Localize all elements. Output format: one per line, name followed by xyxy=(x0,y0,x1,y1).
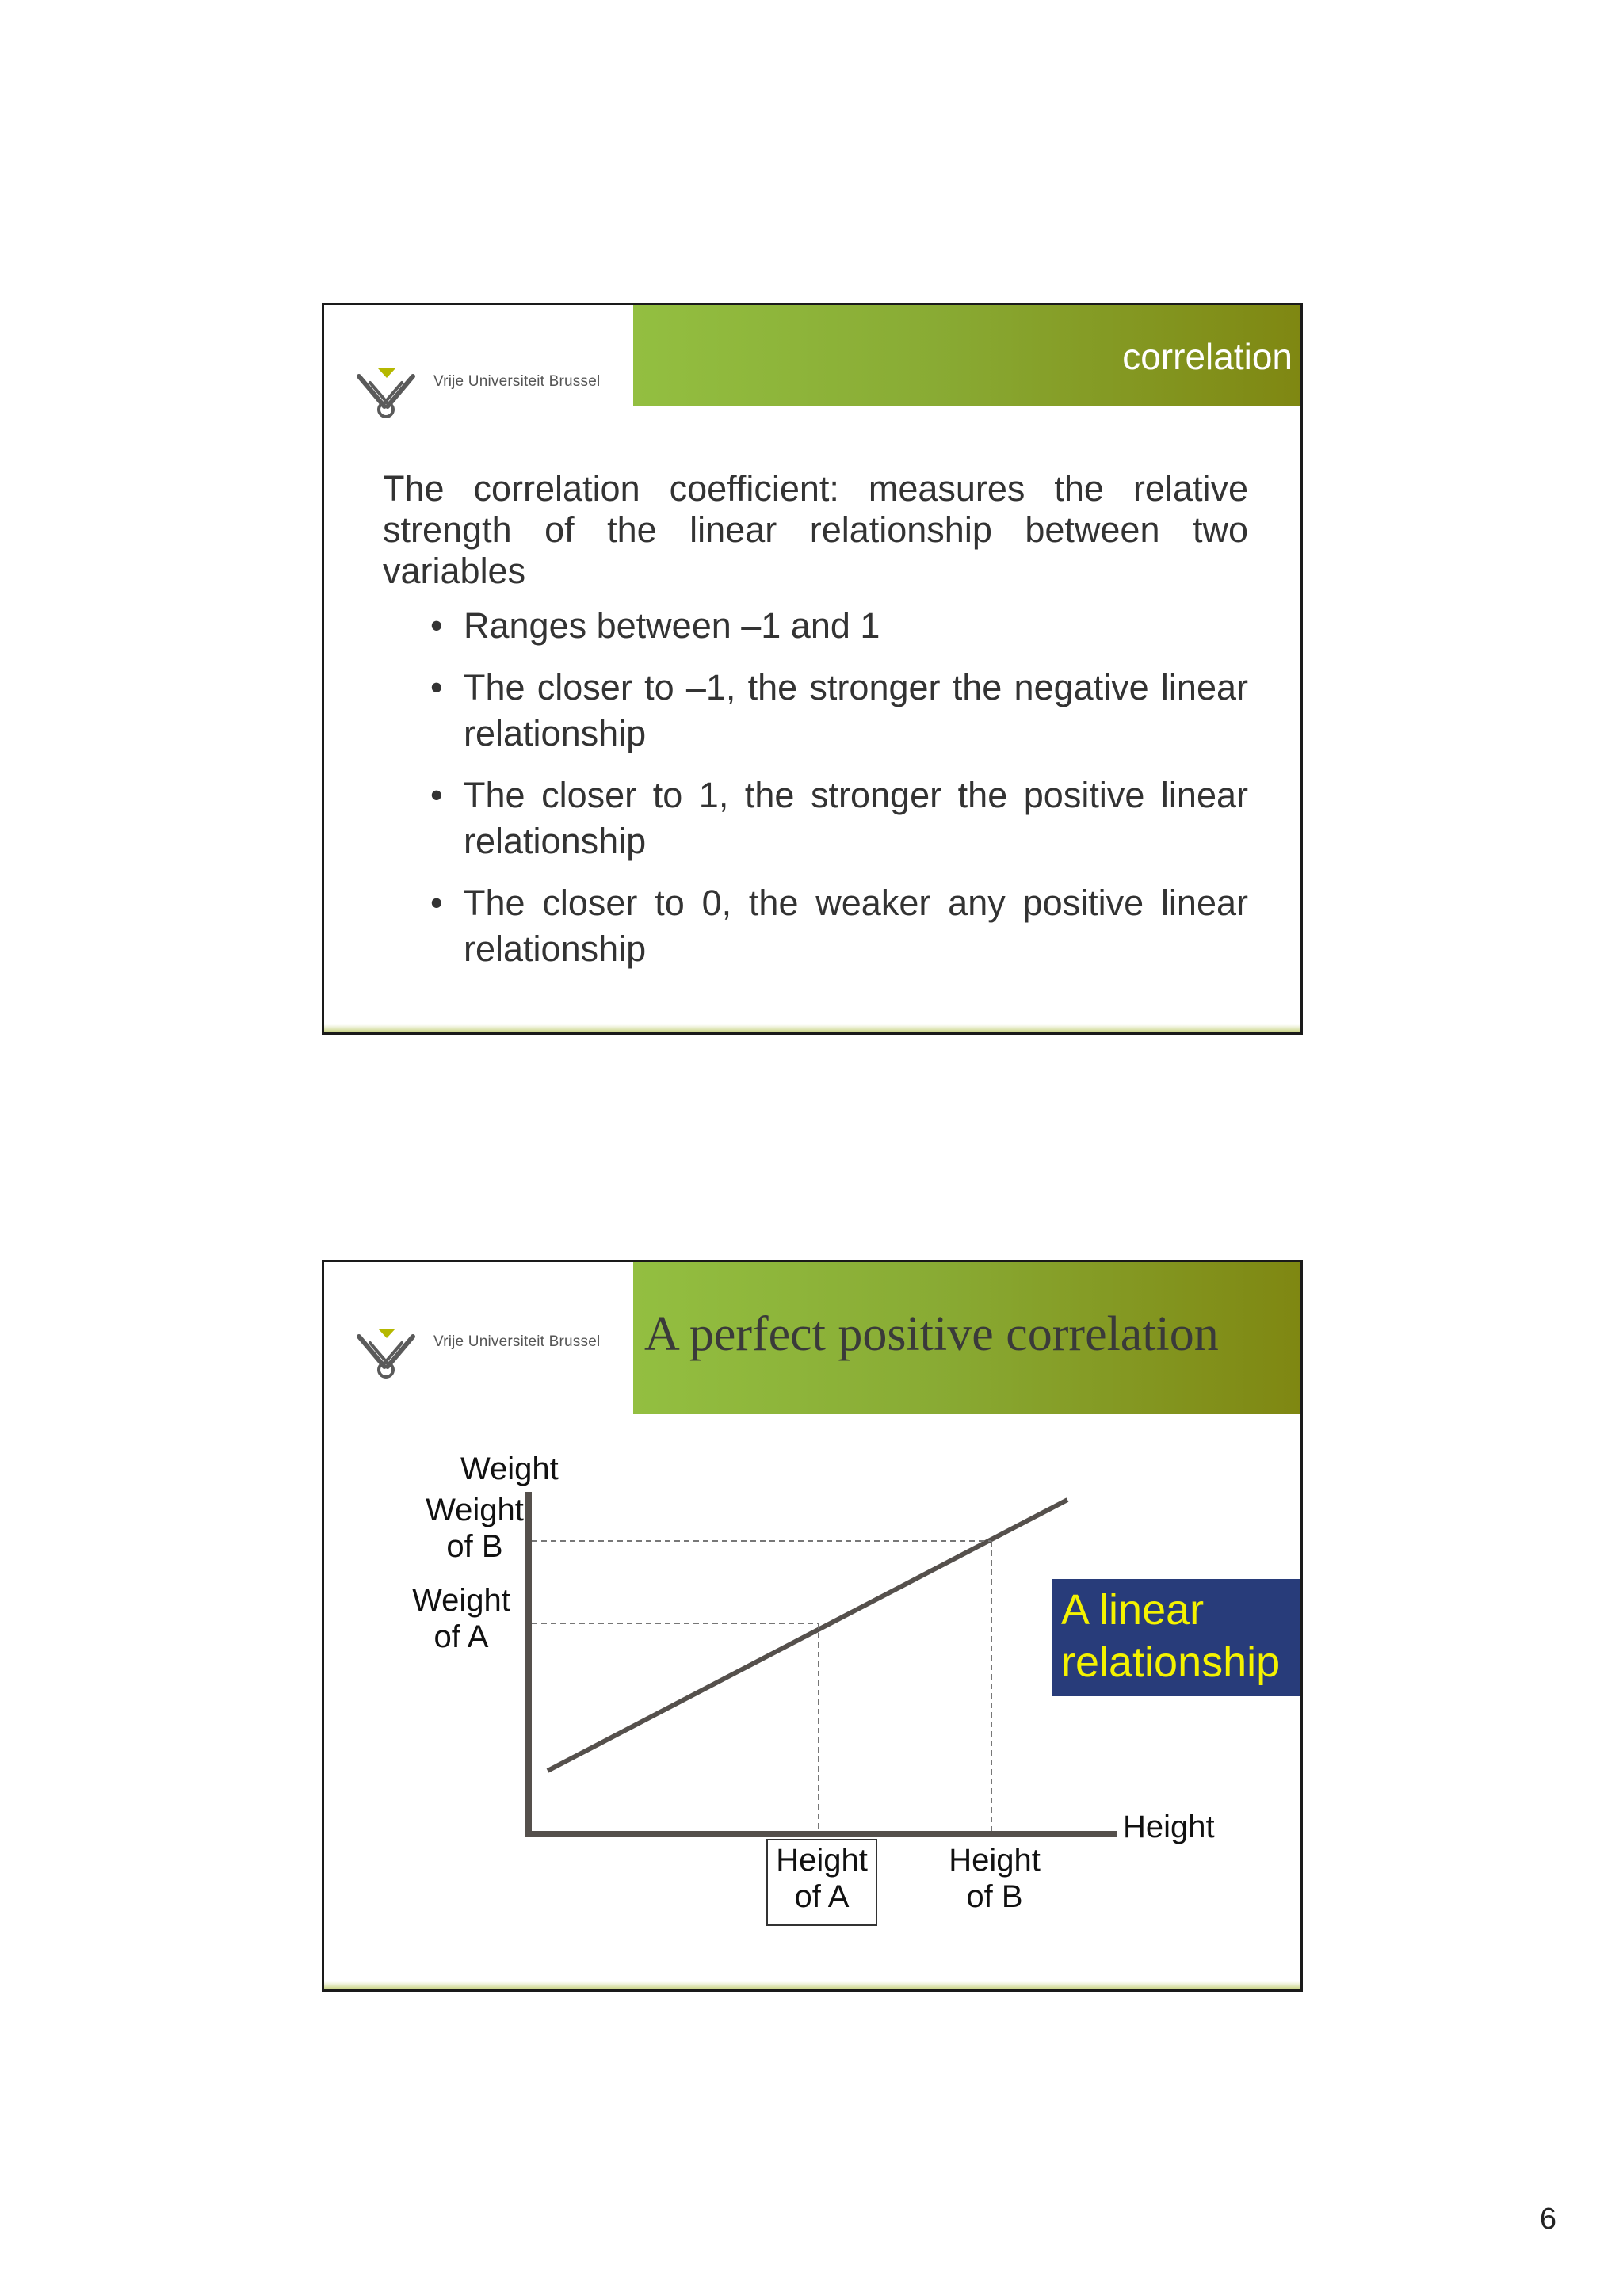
y-axis-label: Weight xyxy=(460,1451,559,1486)
university-name: Vrije Universiteit Brussel xyxy=(433,1333,601,1350)
vub-logo-icon xyxy=(354,365,426,422)
height-a-label-line: Height xyxy=(776,1843,868,1878)
weight-b-label-line: of B xyxy=(446,1529,503,1564)
bullet-item xyxy=(430,603,1248,649)
vub-logo xyxy=(354,365,640,429)
bullet-item xyxy=(430,772,1248,864)
slide-title: A perfect positive correlation xyxy=(644,1307,1219,1361)
slide-correlation-definition xyxy=(322,303,1303,1035)
university-name: Vrije Universiteit Brussel xyxy=(433,373,601,390)
slide-title: correlation xyxy=(1122,336,1293,377)
weight-a-label-line: Weight xyxy=(412,1583,510,1618)
page-number: 6 xyxy=(1539,2203,1556,2236)
height-b-label xyxy=(939,1842,1050,1915)
linear-relationship-callout xyxy=(1052,1579,1303,1696)
height-b-label-line: Height xyxy=(949,1843,1041,1878)
weight-a-label-line: of A xyxy=(433,1619,489,1654)
slide-footer-bar xyxy=(324,1024,1300,1032)
bullet-text: The closer to –1, the stronger the negative linear relationship xyxy=(464,667,1248,753)
bullet-dot-icon: • xyxy=(430,883,443,923)
height-b-label-line: of B xyxy=(966,1879,1023,1914)
height-a-label xyxy=(768,1842,876,1915)
bullet-item xyxy=(430,880,1248,972)
bullet-text: Ranges between –1 and 1 xyxy=(464,605,880,646)
height-a-label-line: of A xyxy=(794,1879,850,1914)
bullet-text: The closer to 1, the stronger the positive linear relationship xyxy=(464,775,1248,861)
slide-perfect-positive-correlation xyxy=(322,1260,1303,1992)
slide-body xyxy=(383,468,1248,988)
weight-a-label xyxy=(410,1582,513,1655)
weight-b-label xyxy=(419,1492,530,1565)
bullet-item xyxy=(430,665,1248,757)
intro-text: The correlation coefficient: measures the relative strength of the linear relationship between two variables xyxy=(383,468,1248,591)
x-axis-label: Height xyxy=(1123,1810,1215,1844)
weight-b-label-line: Weight xyxy=(426,1493,524,1527)
bullet-dot-icon: • xyxy=(430,605,443,646)
slide-header-band xyxy=(633,305,1300,406)
bullet-dot-icon: • xyxy=(430,667,443,707)
callout-line: A linear xyxy=(1061,1586,1205,1634)
bullet-text: The closer to 0, the weaker any positive linear relationship xyxy=(464,883,1248,969)
bullet-dot-icon: • xyxy=(430,775,443,815)
slide-footer-bar xyxy=(324,1981,1300,1989)
callout-line: relationship xyxy=(1061,1638,1281,1686)
bullet-list xyxy=(383,603,1248,972)
